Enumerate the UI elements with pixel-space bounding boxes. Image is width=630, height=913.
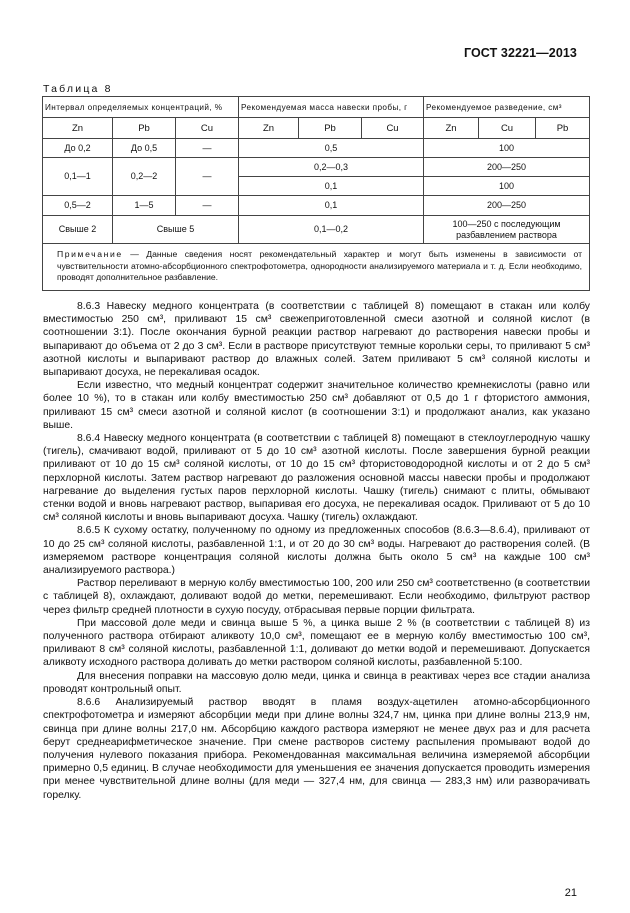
table-header-row [43, 97, 590, 118]
cell-mass: 0,1—0,2 [239, 216, 424, 244]
paragraph-silica: Если известно, что медный концентрат содержит значительное количество кремнекислоты (равно или более 10 %), то в стакан или колбу вместимостью 250 см³ добавляют от 0,5 до 1 г фтористого аммония, приливают 15 см³ смеси азотной и соляной кислот (в соотношении 3:1) и продолжают анализ, как указано выше. [43, 380, 590, 431]
col-group-concentration: Интервал определяемых концентраций, % [43, 97, 239, 118]
cell-pbcu-range: Свыше 5 [113, 216, 239, 244]
paragraph-8-6-6: 8.6.6 Анализируемый раствор вводят в пламя воздух-ацетилен атомно-абсорбционного спектрофотометра и измеряют абсорбции меди при длине волны 324,7 нм, цинка при длине волны 213,9 нм, свинца при длине волны 217,0 нм. Абсорбцию каждого раствора измеряют не менее двух раз и для расчета берут среднеарифметическое значение. При смене растворов систему распыления промывают водой до получения нулевого показания прибора. Рекомендованная максимальная величина измеряемой абсорбции примерно 0,5 единиц. В случае необходимости для уменьшения ее значения допускается проводить измерения при менее чувствительной длине волны (для меди — 327,4 нм, для свинца — 283,3 нм) или разворачивать горелку. [43, 697, 590, 801]
cell-dilution: 100 [424, 139, 590, 158]
cell-zn-range: 0,1—1 [43, 158, 113, 196]
cell-zn-range: 0,5—2 [43, 196, 113, 216]
cell-cu-range: — [176, 158, 239, 196]
note-text: — Данные сведения носят рекомендательный характер и могут быть изменены в зависимости от чувствительности атомно-абсорбционного спектрофотометра, однородности анализируемого материала и т. д. Если необходимо, проводят дополнительное разбавление. [57, 249, 583, 283]
note-label: Примечание [57, 249, 123, 259]
table-row [43, 216, 590, 244]
cell-mass: 0,5 [239, 139, 424, 158]
element-header: Zn [239, 118, 299, 139]
cell-cu-range: — [176, 196, 239, 216]
table-8 [42, 96, 590, 291]
cell-zn-range: До 0,2 [43, 139, 113, 158]
table-note [43, 244, 590, 291]
paragraph-flask: Раствор переливают в мерную колбу вместимостью 100, 200 или 250 см³ соответственно (в соответствии с таблицей 8), охлаждают, доливают водой до метки, перемешивают. Если необходимо, фильтруют раствор через фильтр средней плотности в сухую посуду, отбрасывая первые порции фильтрата. [43, 578, 590, 616]
element-header: Zn [43, 118, 113, 139]
body-text [43, 300, 590, 802]
cell-mass: 0,2—0,3 [239, 158, 424, 177]
cell-pb-range: 0,2—2 [113, 158, 176, 196]
cell-cu-range: — [176, 139, 239, 158]
paragraph-8-6-5: 8.6.5 К сухому остатку, полученному по одному из предложенных способов (8.6.3—8.6.4), приливают от 10 до 25 см³ соляной кислоты, разбавленной 1:1, и от 20 до 30 см³ воды. Нагревают до растворения солей. (В измеряемом растворе концентрация соляной кислоты должна быть около 5 см³ на каждые 100 см³ анализируемого раствора.) [43, 525, 590, 577]
element-header: Cu [362, 118, 424, 139]
element-header: Pb [113, 118, 176, 139]
cell-dilution: 200—250 [424, 158, 590, 177]
cell-zn-range: Свыше 2 [43, 216, 113, 244]
cell-dilution: 100—250 с последующим разбавлением раствора [424, 216, 590, 244]
element-header: Zn [424, 118, 479, 139]
element-header: Pb [299, 118, 362, 139]
paragraph-8-6-4: 8.6.4 Навеску медного концентрата (в соответствии с таблицей 8) помещают в стеклоуглеродную чашку (тигель), смачивают водой, приливают от 5 до 10 см³ азотной кислоты. После завершения бурной реакции приливают от 10 до 15 см³ соляной кислоты, от 10 до 15 см³ фтористоводородной кислоты и от 2 до 5 см³ перхлорной кислоты. Затем раствор нагревают до разложения основной массы навески пробы и продолжают нагревание до выделения густых паров перхлорной кислоты. Чашку (тигель) снимают с плиты, обмывают стенки водой и вновь нагревают раствор, выпаривая его досуха, не перекаливая осадок. Приливают от 5 до 10 см³ соляной кислоты и вновь выпаривают досуха. Чашку (тигель) охлаждают. [43, 433, 590, 524]
col-group-mass: Рекомендуемая масса навески пробы, г [239, 97, 424, 118]
paragraph-aliquot: При массовой доле меди и свинца выше 5 %, а цинка выше 2 % (в соответствии с таблицей 8) из полученного раствора отбирают аликвоту 10,0 см³, помещают ее в мерную колбу вместимостью 100 см³, приливают 8 см³ соляной кислоты, разбавленной 1:1, доливают до метки водой и перемешивают. Допускается аликвоту исходного раствора доливать до метки раствором соляной кислоты, разбавленной 5:100. [43, 617, 590, 669]
cell-dilution: 200—250 [424, 196, 590, 216]
element-header: Cu [176, 118, 239, 139]
table-row [43, 139, 590, 158]
col-group-dilution: Рекомендуемое разведение, см³ [424, 97, 590, 118]
element-header: Cu [479, 118, 536, 139]
table-row [43, 196, 590, 216]
element-header: Pb [536, 118, 590, 139]
cell-dilution: 100 [424, 177, 590, 196]
table-note-row [43, 244, 590, 291]
cell-pb-range: 1—5 [113, 196, 176, 216]
page-number: 21 [564, 887, 577, 899]
table-element-row [43, 118, 590, 139]
standard-header: ГОСТ 32221—2013 [463, 46, 577, 60]
paragraph-8-6-3: 8.6.3 Навеску медного концентрата (в соответствии с таблицей 8) помещают в стакан или колбу вместимостью 250 см³, приливают 15 см³ свежеприготовленной смеси азотной и соляной кислот (в соотношении 3:1). После окончания бурной реакции раствор нагревают до растворения навески пробы и выпаривают до объема от 2 до 3 см³. Если в растворе присутствуют темные корольки серы, то приливают 5 см³ азотной кислоты и выпаривают раствор до влажных солей. Затем приливают 5 см³ соляной кислоты и выпаривают досуха, не перекаливая осадок. [43, 301, 590, 379]
table-row [43, 158, 590, 177]
table-caption: Таблица 8 [43, 83, 113, 95]
paragraph-blank: Для внесения поправки на массовую долю меди, цинка и свинца в реактивах через все стадии анализа проводят контрольный опыт. [43, 670, 590, 695]
cell-mass: 0,1 [239, 196, 424, 216]
cell-pb-range: До 0,5 [113, 139, 176, 158]
cell-mass: 0,1 [239, 177, 424, 196]
